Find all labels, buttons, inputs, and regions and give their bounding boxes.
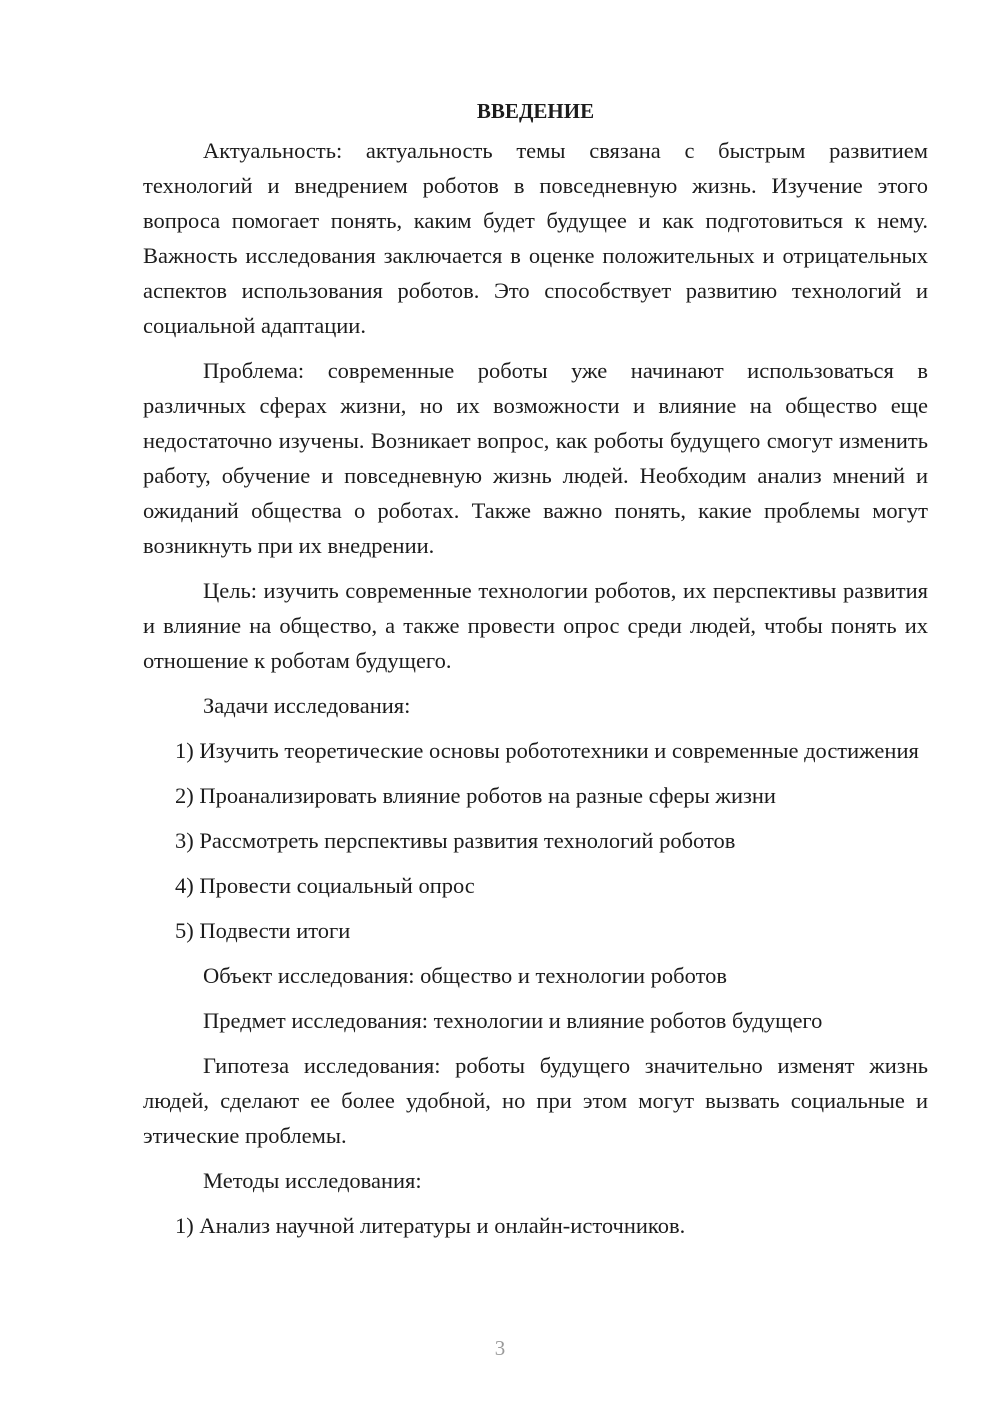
task-item: 3) Рассмотреть перспективы развития технологий роботов bbox=[175, 828, 736, 853]
section-title: ВВЕДЕНИЕ bbox=[476, 99, 595, 123]
task-item: 4) Провести социальный опрос bbox=[175, 873, 475, 898]
task-item: 5) Подвести итоги bbox=[175, 918, 351, 943]
methods-heading: Методы исследования: bbox=[203, 1168, 422, 1193]
research-subject: Предмет исследования: технологии и влияние роботов будущего bbox=[203, 1008, 823, 1033]
page-content bbox=[143, 96, 928, 1253]
relevance-paragraph: Актуальность: актуальность темы связана с быстрым развитием технологий и внедрением роботов в повседневную жизнь. Изучение этого вопроса помогает понять, каким будет будущее и как подготовиться к нему. Важность исследования заключается в оценке положительных и отрицательных аспектов использования роботов. Это способствует развитию технологий и социальной адаптации. bbox=[143, 138, 928, 338]
research-object: Объект исследования: общество и технологии роботов bbox=[203, 963, 727, 988]
problem-paragraph: Проблема: современные роботы уже начинают использоваться в различных сферах жизни, но их возможности и влияние на общество еще недостаточно изучены. Возникает вопрос, как роботы будущего смогут изменить работу, обучение и повседневную жизнь людей. Необходим анализ мнений и ожиданий общества о роботах. Также важно понять, какие проблемы могут возникнуть при их внедрении. bbox=[143, 358, 928, 558]
page-number: 3 bbox=[494, 1336, 506, 1360]
hypothesis-paragraph: Гипотеза исследования: роботы будущего значительно изменят жизнь людей, сделают ее более удобной, но при этом могут вызвать социальные и этические проблемы. bbox=[143, 1053, 928, 1148]
task-item: 1) Изучить теоретические основы робототехники и современные достижения bbox=[175, 738, 919, 763]
method-item: 1) Анализ научной литературы и онлайн-источников. bbox=[175, 1213, 686, 1238]
tasks-heading: Задачи исследования: bbox=[203, 693, 411, 718]
goal-paragraph: Цель: изучить современные технологии роботов, их перспективы развития и влияние на общество, а также провести опрос среди людей, чтобы понять их отношение к роботам будущего. bbox=[143, 578, 928, 673]
task-item: 2) Проанализировать влияние роботов на разные сферы жизни bbox=[175, 783, 776, 808]
